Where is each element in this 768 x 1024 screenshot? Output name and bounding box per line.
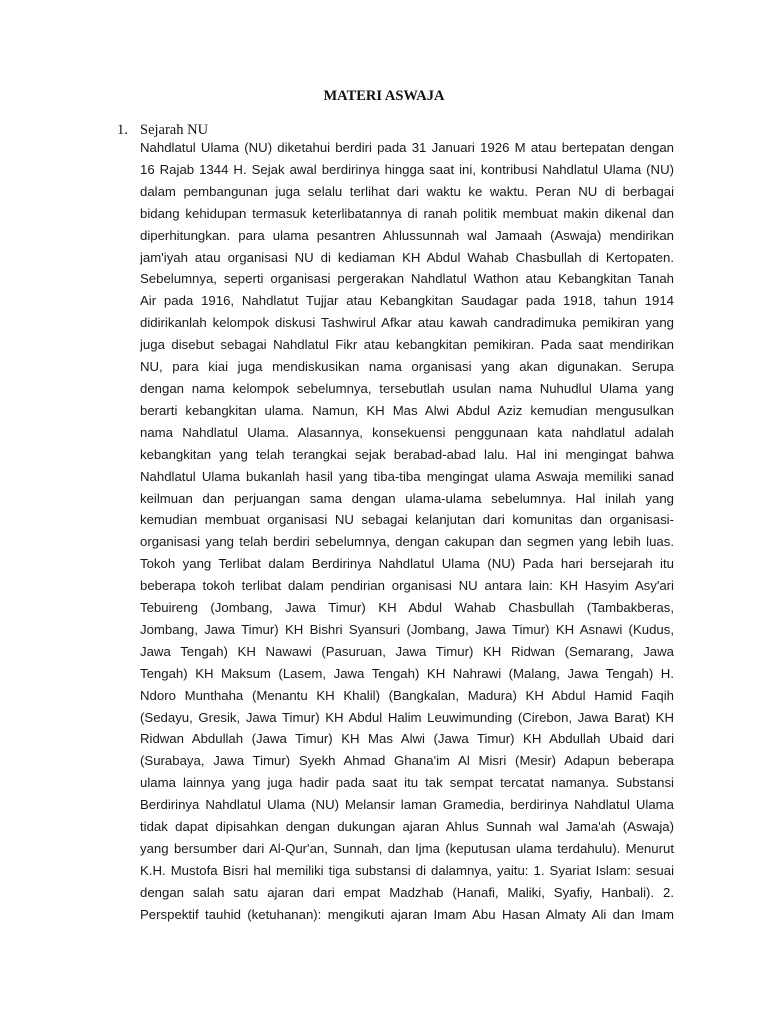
- body-text-line: Tebuireng (Jombang, Jawa Timur) KH Abdul Wahab Chasbullah (Tambakberas,: [140, 600, 674, 616]
- body-text-line: Ridwan Abdullah (Jawa Timur) KH Mas Alwi (Jawa Timur) KH Abdullah Ubaid dari: [140, 731, 674, 747]
- body-text-line: dengan nama kelompok sebelumnya, tersebutlah usulan nama Nuhudlul Ulama yang: [140, 380, 674, 396]
- body-text-line: yang bersumber dari Al-Qur'an, Sunnah, dan Ijma (keputusan ulama terdahulu). Menurut: [140, 841, 674, 856]
- section-body: [140, 137, 674, 926]
- body-text-line: Ndoro Munthaha (Menantu KH Khalil) (Bangkalan, Madura) KH Abdul Hamid Faqih: [140, 687, 674, 703]
- body-text-line: (Sedayu, Gresik, Jawa Timur) KH Abdul Halim Leuwimunding (Cirebon, Jawa Barat) KH: [140, 709, 674, 725]
- body-text-line: nama Nahdlatul Ulama. Alasannya, konsekuensi penggunaan kata nahdlatul adalah: [140, 424, 674, 440]
- body-text-line: Tengah) KH Maksum (Lasem, Jawa Tengah) KH Nahrawi (Malang, Jawa Tengah) H.: [140, 665, 674, 681]
- body-text-line: beberapa tokoh terlibat dalam pendirian organisasi NU antara lain: KH Hasyim Asy'ari: [140, 578, 674, 594]
- body-text-line: juga disebut sebagai Nahdlatul Fikr atau kebangkitan pemikiran. Pada saat mendirikan: [140, 337, 674, 353]
- body-text-line: diperhitungkan. para ulama pesantren Ahlussunnah wal Jamaah (Aswaja) mendirikan: [140, 227, 674, 243]
- document-title: MATERI ASWAJA: [323, 88, 445, 104]
- body-text-line: Jombang, Jawa Timur) KH Bishri Syansuri (Jombang, Jawa Timur) KH Asnawi (Kudus,: [140, 621, 674, 637]
- body-text-line: tidak dapat dipisahkan dengan dukungan ajaran Ahlus Sunnah wal Jama'ah (Aswaja): [140, 819, 674, 835]
- body-text-line: Nahdlatul Ulama (NU) diketahui berdiri pada 31 Januari 1926 M atau bertepatan dengan: [140, 140, 674, 155]
- body-text-line: berarti kebangkitan ulama. Namun, KH Mas Alwi Abdul Aziz kemudian mengusulkan: [140, 402, 674, 418]
- body-text-line: Jawa Tengah) KH Nawawi (Pasuruan, Jawa Timur) KH Ridwan (Semarang, Jawa: [140, 643, 674, 659]
- body-text-line: Sebelumnya, seperti organisasi pergerakan Nahdlatul Wathon atau Kebangkitan Tanah: [140, 271, 674, 287]
- body-text-line: organisasi yang telah berdiri sebelumnya, dengan cakupan dan segmen yang lebih luas.: [140, 534, 674, 550]
- body-text-line: dalam pembangunan juga selalu terlihat dari waktu ke waktu. Peran NU di berbagai: [140, 183, 674, 199]
- body-text-line: NU, para kiai juga mendiskusikan nama organisasi yang akan digunakan. Serupa: [140, 359, 674, 375]
- body-text-line: Tokoh yang Terlibat dalam Berdirinya Nahdlatul Ulama (NU) Pada hari bersejarah itu: [140, 556, 674, 572]
- body-text-line: dengan salah satu ajaran dari empat Madzhab (Hanafi, Maliki, Syafiy, Hanbali). 2.: [140, 884, 674, 900]
- body-text-line: kebangkitan yang telah terangkai sejak berabad-abad lalu. Hal ini mengingat bahwa: [140, 446, 674, 462]
- body-text-line: Perspektif tauhid (ketuhanan): mengikuti ajaran Imam Abu Hasan Almaty Ali dan Imam: [140, 906, 674, 922]
- body-text-line: K.H. Mustofa Bisri hal memiliki tiga substansi di dalamnya, yaitu: 1. Syariat Islam: sesuai: [140, 862, 674, 878]
- body-text-line: (Surabaya, Jawa Timur) Syekh Ahmad Ghana'im Al Misri (Mesir) Adapun beberapa: [140, 753, 674, 769]
- body-text-line: ulama lainnya yang juga hadir pada saat itu tak sempat tercatat namanya. Substansi: [140, 775, 674, 791]
- section-heading: Sejarah NU: [140, 122, 209, 138]
- body-text-line: keilmuan dan perjuangan sama dengan ulama-ulama sebelumnya. Hal inilah yang: [140, 490, 674, 506]
- body-text-line: kemudian membuat organisasi NU sebagai kelanjutan dari komunitas dan organisasi-: [140, 512, 674, 528]
- section-number: 1.: [117, 122, 128, 138]
- body-text-line: Air pada 1916, Nahdlatut Tujjar atau Kebangkitan Saudagar pada 1918, tahun 1914: [140, 293, 674, 309]
- body-text-line: 16 Rajab 1344 H. Sejak awal berdirinya hingga saat ini, kontribusi Nahdlatul Ulama (NU): [140, 161, 674, 177]
- body-text-line: Nahdlatul Ulama bukanlah hasil yang tiba-tiba mengingat ulama Aswaja memiliki sanad: [140, 468, 674, 484]
- body-text-line: jam'iyah atau organisasi NU di kediaman KH Abdul Wahab Chasbullah di Kertopaten.: [140, 249, 674, 265]
- body-text-line: didirikanlah kelompok diskusi Tashwirul Afkar atau kawah candradimuka pemikiran yang: [140, 315, 674, 331]
- body-text-line: bidang kehidupan termasuk keterlibatannya di ranah politik membuat makin dikenal dan: [140, 205, 674, 221]
- body-text-line: Berdirinya Nahdlatul Ulama (NU) Melansir laman Gramedia, berdirinya Nahdlatul Ulama: [140, 797, 674, 813]
